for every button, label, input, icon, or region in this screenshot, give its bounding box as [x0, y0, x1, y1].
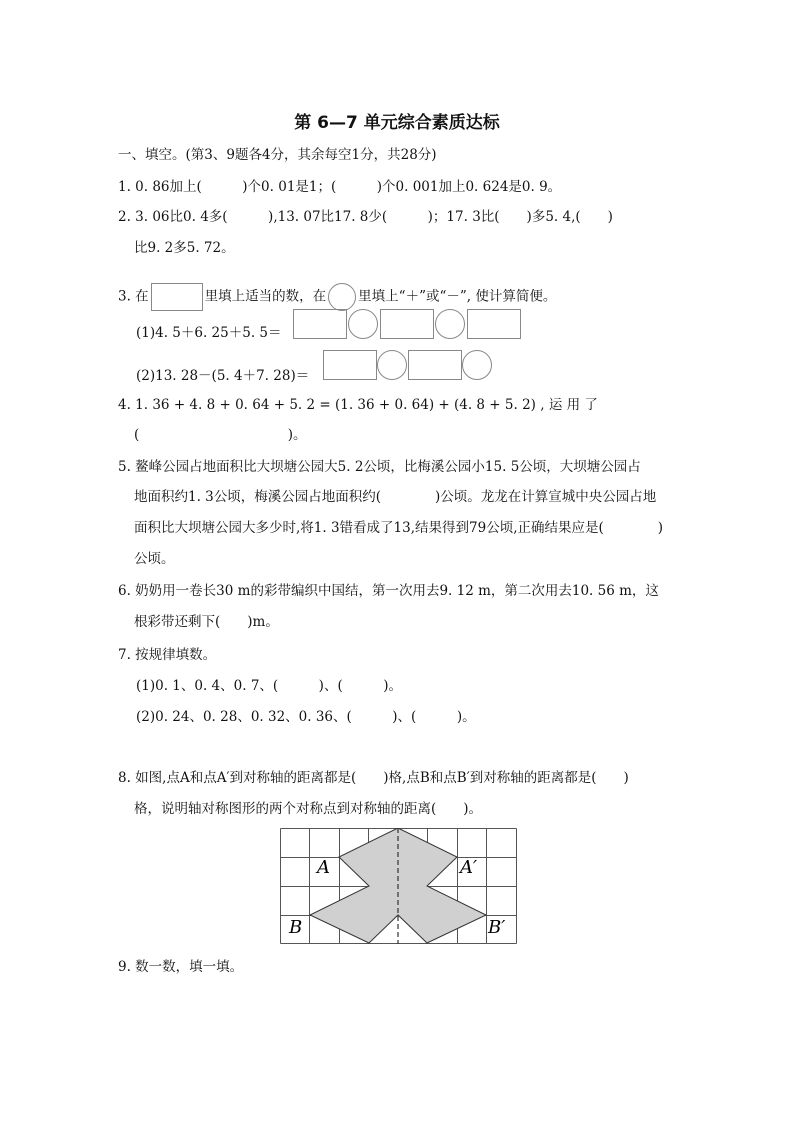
question-4-line2: ( )。 — [134, 427, 307, 443]
question-3-middle: 里填上适当的数，在 — [204, 288, 327, 305]
question-6-line1: 6. 奶奶用一卷长30 m的彩带编织中国结，第一次用去9. 12 m，第二次用去10. 56 m，这 — [118, 583, 659, 599]
question-2-line2: 比9. 2多5. 72。 — [134, 240, 235, 256]
answer-box[interactable] — [293, 309, 347, 339]
question-4-line1: 4. 1. 36 + 4. 8 + 0. 64 + 5. 2 = (1. 36 + 0. 64) + (4. 8 + 5. 2) , 运 用 了 — [118, 397, 598, 413]
page-title: 第 6—7 单元综合素质达标 — [294, 113, 500, 133]
question-7-part2: (2)0. 24、0. 28、0. 32、0. 36、( )、( )。 — [136, 709, 476, 725]
answer-box[interactable] — [408, 350, 462, 380]
operator-circle[interactable] — [435, 309, 465, 339]
question-5-line2: 地面积约1. 3公顷，梅溪公园占地面积约( )公顷。龙龙在计算宣城中央公园占地 — [134, 489, 657, 505]
question-3-suffix: 里填上“＋”或“－”, 使计算简便。 — [358, 288, 557, 305]
operator-circle[interactable] — [377, 350, 407, 380]
question-9: 9. 数一数，填一填。 — [118, 959, 244, 975]
label-B-prime: B′ — [488, 917, 506, 938]
question-1: 1. 0. 86加上( )个0. 01是1；( )个0. 001加上0. 624是0. 9。 — [118, 179, 562, 195]
question-3-part2: (2)13. 28－(5. 4＋7. 28)＝ — [136, 368, 310, 384]
question-3 — [118, 283, 556, 311]
question-8-line1: 8. 如图,点A和点A′到对称轴的距离都是( )格,点B和点B′到对称轴的距离都是( ) — [118, 770, 629, 786]
question-5-line1: 5. 鳌峰公园占地面积比大坝塘公园大5. 2公顷，比梅溪公园小15. 5公顷，大坝塘公园占 — [118, 459, 641, 475]
operator-circle[interactable] — [348, 309, 378, 339]
question-3-part1: (1)4. 5＋6. 25＋5. 5＝ — [136, 325, 282, 341]
section-heading: 一、填空。(第3、9题各4分，其余每空1分，共28分) — [118, 147, 437, 163]
question-6-line2: 根彩带还剩下( )m。 — [134, 614, 279, 630]
symmetry-figure — [280, 828, 517, 944]
answer-box[interactable] — [380, 309, 434, 339]
question-8-line2: 格，说明轴对称图形的两个对称点到对称轴的距离( )。 — [134, 801, 483, 817]
question-2-line1: 2. 3. 06比0. 4多( ),13. 07比17. 8少( )；17. 3比( )多5. 4,( ) — [118, 209, 613, 225]
answer-box[interactable] — [323, 350, 377, 380]
operator-circle-sample — [328, 283, 356, 311]
question-3-prefix: 3. 在 — [118, 288, 149, 305]
label-A-prime: A′ — [460, 857, 478, 878]
question-5-line4: 公顷。 — [134, 551, 175, 567]
question-7-part1: (1)0. 1、0. 4、0. 7、( )、( )。 — [136, 678, 402, 694]
answer-box-sample — [151, 283, 203, 311]
label-B: B — [289, 917, 303, 938]
question-7: 7. 按规律填数。 — [118, 647, 217, 663]
label-A: A — [317, 857, 330, 878]
operator-circle[interactable] — [462, 350, 492, 380]
question-5-line3: 面积比大坝塘公园大多少时,将1. 3错看成了13,结果得到79公顷,正确结果应是( ) — [134, 520, 664, 536]
answer-box[interactable] — [467, 309, 521, 339]
